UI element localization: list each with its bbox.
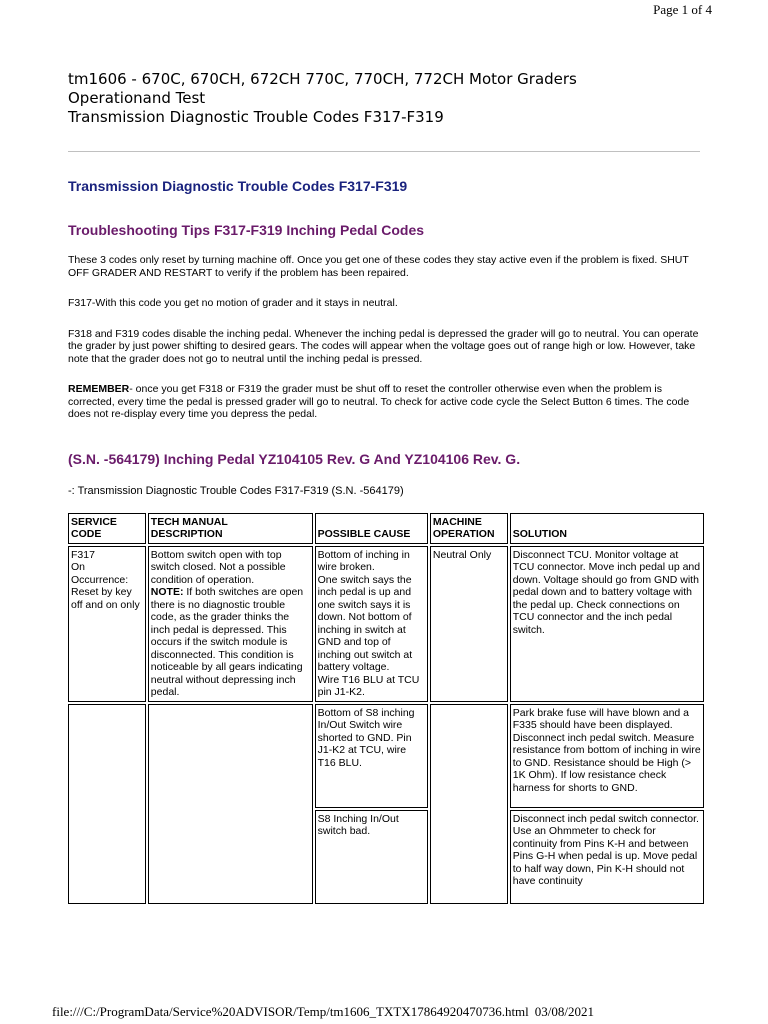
cell-solution: Park brake fuse will have blown and a F335 should have been displayed. Disconnect inch pedal switch. Measure resistance from bottom of inching in wire to GND. Resistance should be High (> 1K Ohm). If low resistance check harness for shorts to GND. <box>510 704 704 808</box>
cell-solution: Disconnect inch pedal switch connector. Use an Ohmmeter to check for continuity from Pins K-H and between Pins G-H when pedal is up. Move pedal to half way down, Pin K-H should not have continuity <box>510 810 704 904</box>
print-date: 03/08/2021 <box>534 1004 595 1019</box>
tips-heading: Troubleshooting Tips F317-F319 Inching Pedal Codes <box>68 222 425 238</box>
table-header-row <box>68 513 704 544</box>
cell-solution: Disconnect TCU. Monitor voltage at TCU connector. Move inch pedal up and down. Voltage should go from GND with pedal down and to battery voltage with the pedal up. Check connections on TCU connector and the inch pedal switch. <box>510 546 704 702</box>
file-path: file:///C:/ProgramData/Service%20ADVISOR/Temp/tm1606_TXTX17864920470736.html <box>52 1004 529 1019</box>
remember-label: REMEMBER <box>68 383 130 395</box>
title-line-3: Transmission Diagnostic Trouble Codes F317-F319 <box>68 108 444 126</box>
document-body <box>68 178 700 906</box>
cell-service-code: F317 On Occurrence: Reset by key off and on only <box>68 546 146 702</box>
paragraph-remember <box>68 383 700 421</box>
title-line-2: Operationand Test <box>68 89 206 107</box>
title-divider <box>68 151 700 152</box>
cell-empty <box>430 704 508 904</box>
cell-possible-cause: Bottom of inching in wire broken. One switch says the inch pedal is up and one switch says it is down. Not bottom of inching in switch at GND and top of inching out switch at battery voltage. Wire T16 BLU at TCU pin J1-K2. <box>315 546 428 702</box>
paragraph-reset: These 3 codes only reset by turning machine off. Once you get one of these codes they stay active even if the problem is fixed. SHUT OFF GRADER AND RESTART to verify if the problem has been repaired. <box>68 254 689 279</box>
title-line-1: tm1606 - 670C, 670CH, 672CH 770C, 770CH, 772CH Motor Graders <box>68 70 577 88</box>
note-label: NOTE: <box>150 586 184 598</box>
header-possible-cause: POSSIBLE CAUSE <box>315 513 428 544</box>
paragraph-f318-f319: F318 and F319 codes disable the inching pedal. Whenever the inching pedal is depressed the grader will go to neutral. You can operate the grader by just power shifting to desired gears. The codes will appear when the voltage goes out of range high or low. However, take note that the grader does not go to neutral until the inching pedal is pressed. <box>68 327 699 365</box>
header-service-code: SERVICE CODE <box>68 513 146 544</box>
page-number: Page 1 of 4 <box>653 2 712 17</box>
table-row <box>68 546 704 702</box>
footer <box>52 1004 594 1020</box>
serial-heading: (S.N. -564179) Inching Pedal YZ104105 Rev. G And YZ104106 Rev. G. <box>68 450 521 467</box>
cell-description: Bottom switch open with top switch closed. Not a possible condition of operation. NOTE: If both switches are open there is no diagnostic trouble code, as the grader thinks the inch pedal is depressed. This occurs if the switch module is disconnected. This condition is noticeable by all gears indicating neutral without depressing inch pedal. <box>148 546 313 702</box>
paragraph-f317: F317-With this code you get no motion of grader and it stays in neutral. <box>68 297 398 309</box>
header-machine-operation: MACHINE OPERATION <box>430 513 508 544</box>
cell-possible-cause: S8 Inching In/Out switch bad. <box>315 810 428 904</box>
header-tech-manual: TECH MANUAL DESCRIPTION <box>148 513 313 544</box>
dtc-table <box>66 511 706 906</box>
cell-possible-cause: Bottom of S8 inching In/Out Switch wire shorted to GND. Pin J1-K2 at TCU, wire T16 BLU. <box>315 704 428 808</box>
table-caption: -: Transmission Diagnostic Trouble Codes F317-F319 (S.N. -564179) <box>68 484 404 497</box>
main-heading: Transmission Diagnostic Trouble Codes F317-F319 <box>68 178 408 194</box>
cell-empty <box>148 704 313 904</box>
cell-empty <box>68 704 146 904</box>
document-title <box>68 70 708 127</box>
header-solution: SOLUTION <box>510 513 704 544</box>
table-row <box>68 704 704 808</box>
cell-machine-operation: Neutral Only <box>430 546 508 702</box>
remember-text: - once you get F318 or F319 the grader must be shut off to reset the controller otherwise even when the problem is corrected, every time the pedal is pressed grader will go to neutral. To check for active code cycle the Select Button 6 times. The code does not re-display every time you depress the pedal. <box>68 383 690 420</box>
